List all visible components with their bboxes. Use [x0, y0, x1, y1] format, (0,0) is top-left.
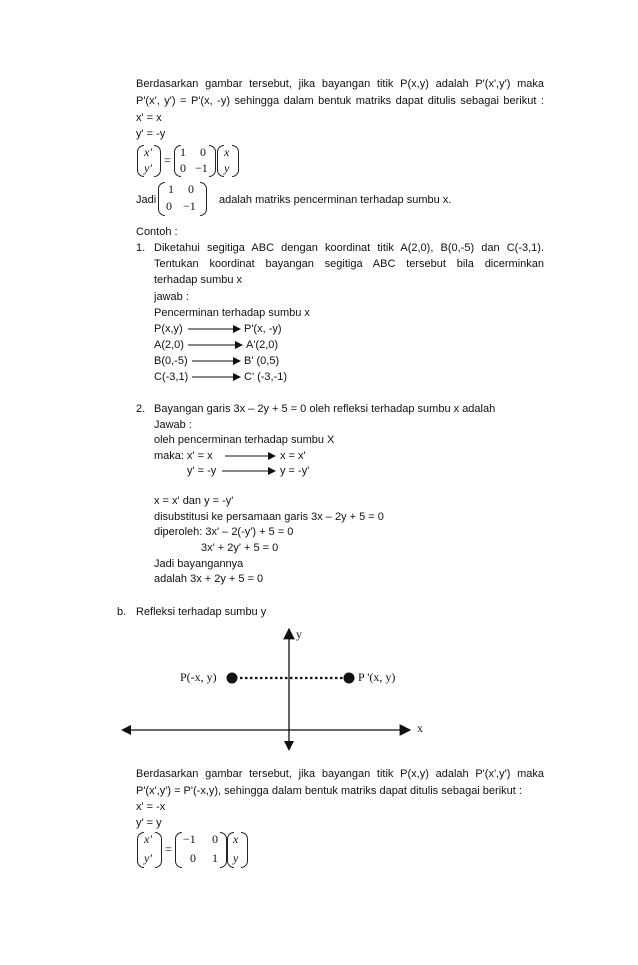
jawab-label: Jawab : [154, 419, 192, 431]
paragraph-line: P'(x', y') = P'(x, -y) sehingga dalam bentuk matriks dapat ditulis sebagai berikut : [136, 95, 544, 107]
jadi-label: Jadi [136, 194, 157, 206]
matrix-cell: 0 [166, 199, 172, 213]
matrix-cell: y' [144, 851, 152, 865]
section-label: b. [117, 606, 127, 618]
paren-right [155, 832, 162, 868]
x-axis-arrow-icon [121, 725, 131, 735]
equation: y' = y [136, 817, 162, 829]
paren-left [137, 832, 144, 868]
point-p [227, 673, 238, 684]
section-title: Refleksi terhadap sumbu y [136, 606, 267, 618]
point-p-prime-label: P '(x, y) [358, 670, 396, 684]
equation: x' = -x [136, 801, 166, 813]
list-number: 2. [136, 403, 146, 415]
paragraph-line: Berdasarkan gambar tersebut, jika bayangan titik P(x,y) adalah P'(x',y') maka [136, 768, 544, 780]
paren-right [220, 832, 227, 868]
equation: y' = -y [136, 128, 166, 140]
equation: y = -y' [280, 465, 310, 477]
matrix-cell: y [233, 851, 239, 865]
matrix-cell: 0 [190, 851, 196, 865]
matrix-cell: 0 [212, 832, 218, 846]
matrix-cell: −1 [195, 161, 208, 175]
mapping-from: P(x,y) [154, 323, 183, 335]
paren-right [241, 832, 248, 868]
paragraph-line: terhadap sumbu x [154, 274, 243, 286]
paragraph-line: adalah 3x + 2y + 5 = 0 [154, 573, 264, 585]
paragraph-line: oleh pencerminan terhadap sumbu X [154, 434, 335, 446]
equation: y' = -y [187, 465, 217, 477]
matrix-cell: 0 [180, 161, 186, 175]
paragraph-line: disubstitusi ke persamaan garis 3x – 2y + 5 = 0 [154, 511, 384, 523]
matrix-cell: x [224, 145, 230, 159]
mapping-to: P'(x, -y) [244, 323, 282, 335]
paragraph-line: Berdasarkan gambar tersebut, jika bayangan titik P(x,y) adalah P'(x',y') maka [136, 78, 544, 90]
list-number: 1. [136, 242, 146, 254]
matrix-cell: y [224, 161, 230, 175]
equation: x = x' [280, 450, 306, 462]
jawab-label: jawab : [154, 291, 189, 303]
matrix-cell: 1 [212, 851, 218, 865]
matrix-cell: x [233, 832, 239, 846]
mapping-from: B(0,-5) [154, 355, 188, 367]
equals-sign: = [165, 842, 172, 856]
equation: 3x' + 2y' + 5 = 0 [201, 542, 279, 554]
equation: x = x' dan y = -y' [154, 495, 234, 507]
equation: maka: x' = x [154, 450, 213, 462]
paragraph-line: Jadi bayangannya [154, 558, 244, 570]
paragraph-line: Diketahui segitiga ABC dengan koordinat titik A(2,0), B(0,-5) dan C(-3,1). [154, 242, 544, 254]
matrix-cell: x' [144, 832, 152, 846]
mapping-to: C' (-3,-1) [244, 371, 288, 383]
paragraph-line: Tentukan koordinat bayangan segitiga ABC tersebut bila dicerminkan [154, 258, 544, 270]
matrix-cell: 0 [200, 145, 206, 159]
equals-sign: = [164, 153, 171, 167]
matrix-cell: 1 [168, 182, 174, 196]
matrix-cell: y' [144, 161, 152, 175]
jadi-text: adalah matriks pencerminan terhadap sumbu x. [219, 194, 452, 206]
matrix-cell: −1 [183, 199, 196, 213]
paragraph-line: Bayangan garis 3x – 2y + 5 = 0 oleh refleksi terhadap sumbu x adalah [154, 403, 496, 415]
x-axis-label: x [417, 721, 423, 735]
matrix-cell: x' [144, 145, 152, 159]
mapping-heading: Pencerminan terhadap sumbu x [154, 307, 310, 319]
matrix-cell: 0 [188, 182, 194, 196]
paren-left [175, 832, 182, 868]
mapping-to: B' (0,5) [244, 355, 280, 367]
point-p-label: P(-x, y) [180, 670, 217, 684]
mapping-from: C(-3,1) [154, 371, 189, 383]
y-axis-label: y [296, 627, 302, 641]
point-p-prime [344, 673, 355, 684]
matrix-cell: −1 [183, 832, 196, 846]
paragraph-line: P'(x',y') = P'(-x,y), sehingga dalam bentuk matriks dapat ditulis sebagai berikut : [136, 785, 522, 797]
y-axis-arrow-icon [284, 741, 294, 751]
mapping-to: A'(2,0) [246, 339, 279, 351]
contoh-heading: Contoh : [136, 226, 178, 238]
equation: x' = x [136, 112, 162, 124]
matrix-cell: 1 [180, 145, 186, 159]
mapping-from: A(2,0) [154, 339, 184, 351]
equation: diperoleh: 3x' – 2(-y') + 5 = 0 [154, 526, 294, 538]
